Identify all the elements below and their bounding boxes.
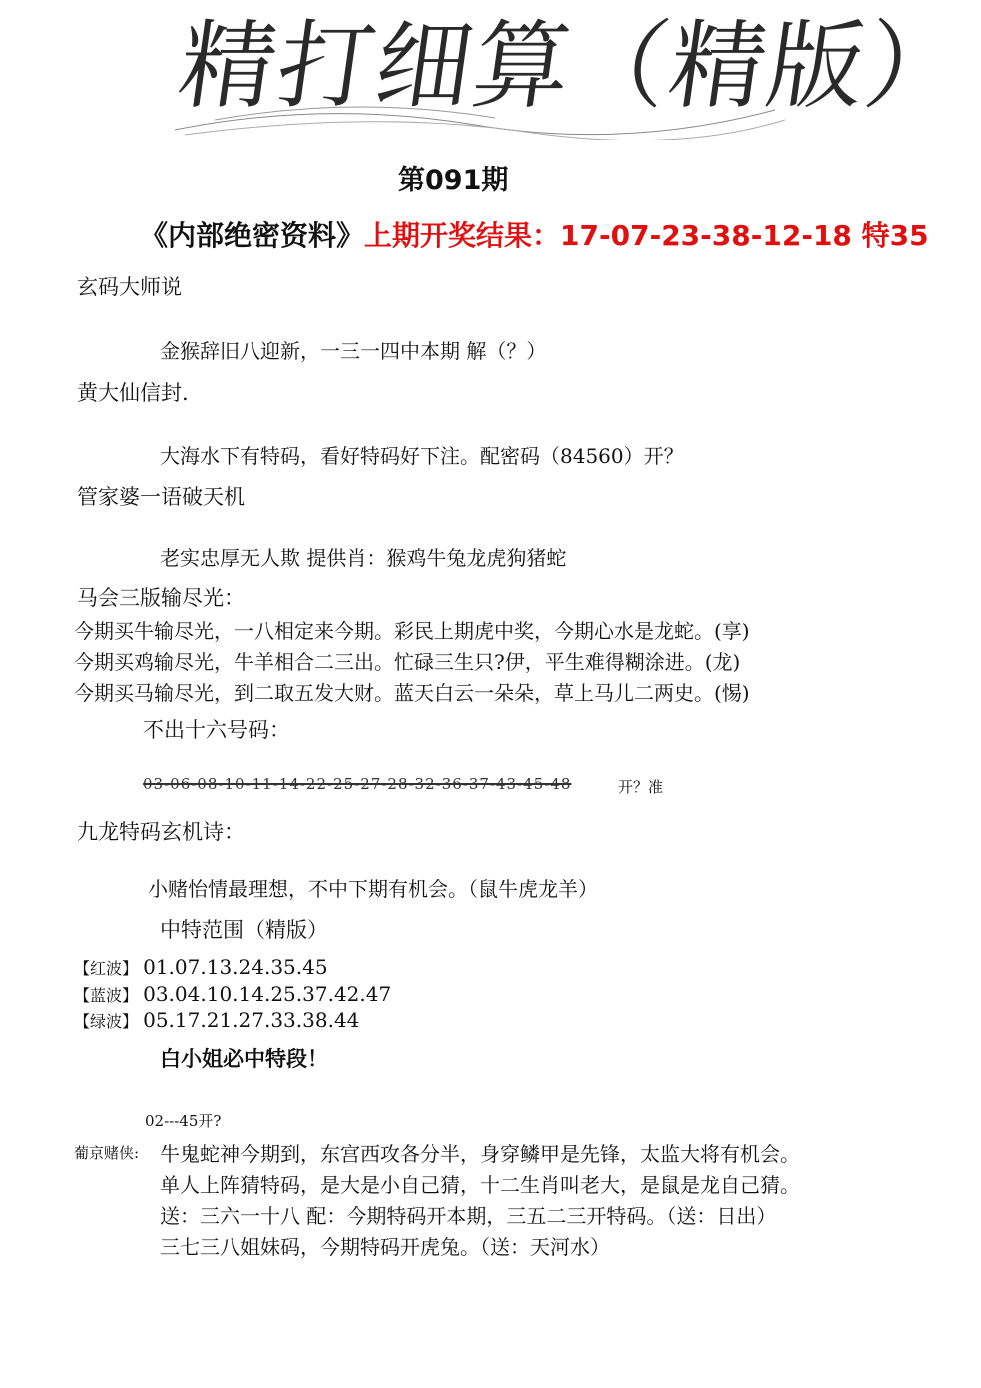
wave-label: 【红波】 [74,959,139,978]
wave-numbers: 01.07.13.24.35.45 [143,955,328,979]
wave-row-blue [74,982,391,1006]
pujing-label: 葡京赌侠: [74,1144,140,1162]
last-result: 上期开奖结果：17-07-23-38-12-18 特35 [364,219,929,252]
wave-row-green [74,1008,359,1032]
issue-number: 第091期 [398,165,509,196]
mahui-line: 今期买鸡输尽光，牛羊相合二三出。忙碌三生只?伊，平生难得糊涂进。(龙) [74,650,741,674]
header-line [140,214,929,254]
section-title-zhongte: 中特范围（精版） [160,918,328,942]
banner-sketch-lines [175,40,795,140]
mahui-line: 今期买马输尽光，到二取五发大财。蓝天白云一朵朵，草上马儿二两史。(惕) [74,681,750,705]
section-title-mahui: 马会三版输尽光： [77,586,245,610]
section-title-huangdaxian: 黄大仙信封. [77,381,189,405]
wave-row-red [74,955,328,979]
pujing-line: 牛鬼蛇神今期到，东宫西攻各分半，身穿鳞甲是先锋，太监大将有机会。 [160,1142,800,1166]
excluded-suffix: 开？准 [618,778,664,796]
pujing-line: 三七三八姐妹码，今期特码开虎兔。（送：天河水） [160,1235,610,1259]
section-body-jiulong: 小赌怡情最理想，不中下期有机会。（鼠牛虎龙羊） [148,877,598,901]
source-title: 《内部绝密资料》 [140,219,365,252]
section-title-buchu: 不出十六号码： [143,718,290,742]
excluded-numbers: 03-06-08-10-11-14-22-25-27-28-32-36-37-43-45-48 [143,775,572,793]
section-body-guanjiapo: 老实忠厚无人欺 提供肖：猴鸡牛兔龙虎狗猪蛇 [160,546,567,570]
pujing-line: 送：三六一十八 配：今期特码开本期，三五二三开特码。（送：日出） [160,1204,777,1228]
section-title-xuanma: 玄码大师说 [77,275,182,299]
section-body-huangdaxian: 大海水下有特码，看好特码好下注。配密码（84560）开？ [160,444,684,468]
section-title-guanjiapo: 管家婆一语破天机 [77,485,245,509]
mahui-line: 今期买牛输尽光，一八相定来今期。彩民上期虎中奖，今期心水是龙蛇。(享) [74,619,750,643]
section-body-xuanma: 金猴辞旧八迎新，一三一四中本期 解（？） [160,339,547,363]
pujing-line: 单人上阵猜特码，是大是小自己猜，十二生肖叫老大，是鼠是龙自己猜。 [160,1173,800,1197]
wave-numbers: 03.04.10.14.25.37.42.47 [143,982,392,1006]
wave-label: 【蓝波】 [74,986,139,1005]
banner-title: 精打细算（精版） [172,10,972,122]
section-title-bai: 白小姐必中特段！ [160,1046,328,1071]
bai-range: 02---45开? [145,1112,222,1130]
wave-numbers: 05.17.21.27.33.38.44 [143,1008,360,1032]
wave-label: 【绿波】 [74,1012,139,1031]
section-title-jiulong: 九龙特码玄机诗： [77,820,245,844]
